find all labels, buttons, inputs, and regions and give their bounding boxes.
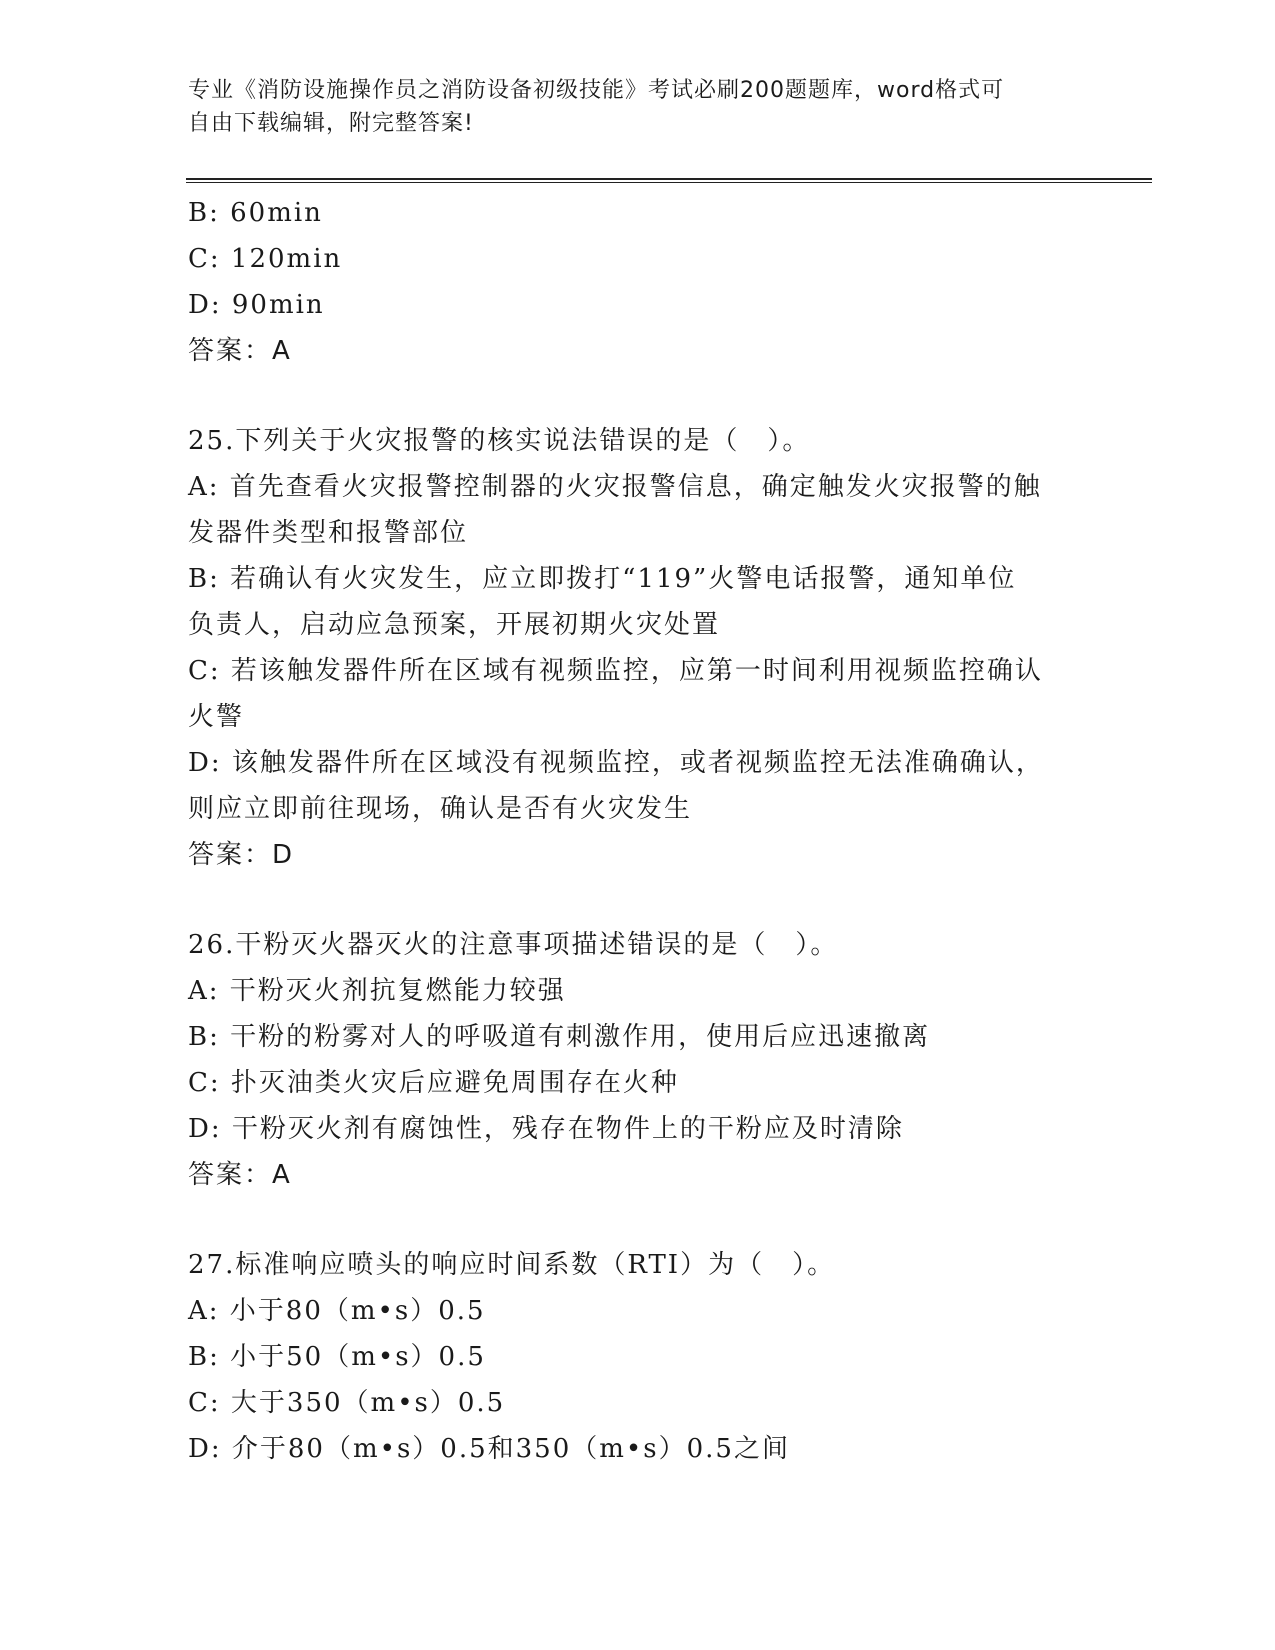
option-b: B: 干粉的粉雾对人的呼吸道有刺激作用，使用后应迅速撤离	[188, 1022, 931, 1052]
option-d: D: 干粉灭火剂有腐蚀性，残存在物件上的干粉应及时清除	[188, 1114, 904, 1144]
option-c: C: 扑灭油类火灾后应避免周围存在火种	[188, 1068, 679, 1098]
question-stem: 26.干粉灭火器灭火的注意事项描述错误的是（ ）。	[188, 930, 839, 960]
header-line-2: 自由下载编辑，附完整答案!	[188, 111, 474, 136]
option-a: A: 干粉灭火剂抗复燃能力较强	[188, 976, 566, 1006]
option-a-line-2: 发器件类型和报警部位	[188, 518, 469, 548]
option-d: D: 90min	[188, 290, 325, 320]
option-c: C: 120min	[188, 244, 343, 274]
document-body	[188, 190, 1088, 1472]
option-a: A: 小于80（m•s）0.5	[188, 1296, 486, 1326]
option-b-line-1: B: 若确认有火灾发生，应立即拨打“119”火警电话报警，通知单位	[188, 564, 1017, 594]
option-d-line-2: 则应立即前往现场，确认是否有火灾发生	[188, 794, 693, 824]
question-27	[188, 1242, 1088, 1472]
answer: 答案：A	[188, 336, 292, 366]
page-header	[188, 74, 1068, 140]
question-26	[188, 922, 1088, 1198]
answer: 答案：A	[188, 1160, 292, 1190]
option-c-line-2: 火警	[188, 702, 245, 732]
option-c-line-1: C: 若该触发器件所在区域有视频监控，应第一时间利用视频监控确认	[188, 656, 1043, 686]
header-line-1: 专业《消防设施操作员之消防设备初级技能》考试必刷200题题库，word格式可	[188, 78, 1005, 103]
question-stem: 27.标准响应喷头的响应时间系数（RTI）为（ ）。	[188, 1250, 836, 1280]
option-c: C: 大于350（m•s）0.5	[188, 1388, 506, 1418]
header-divider	[186, 178, 1152, 183]
question-stem: 25.下列关于火灾报警的核实说法错误的是（ ）。	[188, 426, 811, 456]
option-b-line-2: 负责人，启动应急预案，开展初期火灾处置	[188, 610, 721, 640]
option-a-line-1: A: 首先查看火灾报警控制器的火灾报警信息，确定触发火灾报警的触	[188, 472, 1042, 502]
question-24-tail	[188, 190, 1088, 374]
option-d-line-1: D: 该触发器件所在区域没有视频监控，或者视频监控无法准确确认，	[188, 748, 1044, 778]
option-b: B: 小于50（m•s）0.5	[188, 1342, 486, 1372]
question-25	[188, 418, 1088, 878]
answer: 答案：D	[188, 840, 295, 870]
option-d: D: 介于80（m•s）0.5和350（m•s）0.5之间	[188, 1434, 790, 1464]
option-b: B: 60min	[188, 198, 323, 228]
